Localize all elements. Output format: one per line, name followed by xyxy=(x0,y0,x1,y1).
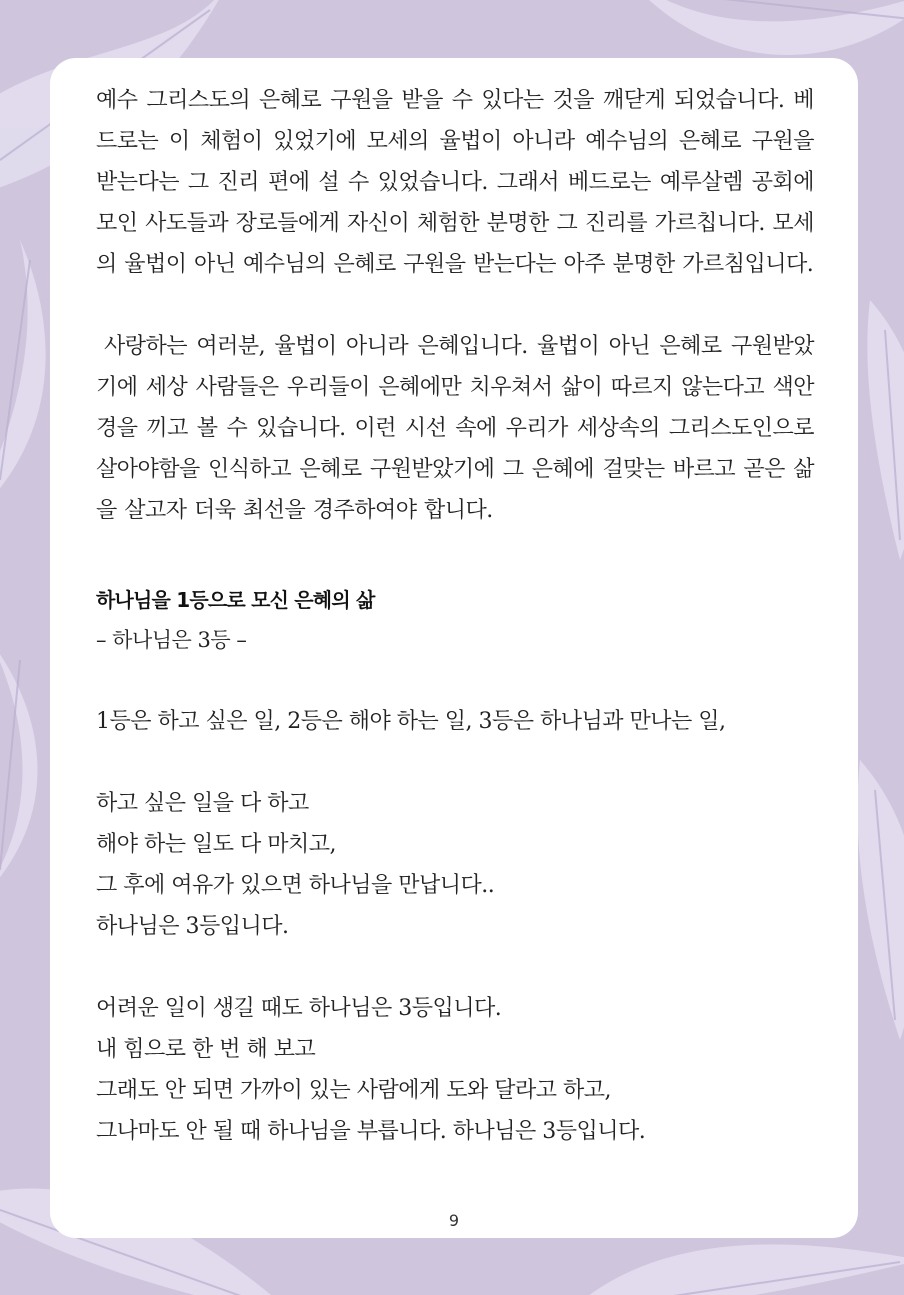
page-number: 9 xyxy=(448,1211,460,1230)
stanza-1-line: 하나님은 3등입니다. xyxy=(96,914,289,939)
body-paragraph-2: 사랑하는 여러분, 율법이 아니라 은혜입니다. 율법이 아닌 은혜로 구원받았기에 세상 사람들은 우리들이 은혜에만 치우쳐서 삶이 따르지 않는다고 색안경을 끼고 볼 수 있습니다. 이런 시선 속에 우리가 세상속의 그리스도인으로 살아야함을 인식하고 은혜로 구원받았기에 그 은혜에 걸맞는 바르고 곧은 삶을 살고자 더욱 최선을 경주하여야 합니다. xyxy=(96,334,814,523)
paragraph-gap xyxy=(96,742,814,783)
rank-line: 1등은 하고 싶은 일, 2등은 해야 하는 일, 3등은 하나님과 만나는 일, xyxy=(96,709,726,734)
stanza-1-line: 해야 하는 일도 다 마치고, xyxy=(96,832,336,857)
section-heading: 하나님을 1등으로 모신 은혜의 삶 xyxy=(96,588,375,612)
stanza-2-line: 그나마도 안 될 때 하나님을 부릅니다. 하나님은 3등입니다. xyxy=(96,1119,646,1144)
paragraph-gap xyxy=(96,947,814,988)
paragraph-gap xyxy=(96,531,814,572)
stanza-1-line: 하고 싶은 일을 다 하고 xyxy=(96,791,309,816)
paragraph-gap xyxy=(96,660,814,701)
stanza-1-line: 그 후에 여유가 있으면 하나님을 만납니다.. xyxy=(96,873,495,898)
paragraph-gap xyxy=(96,285,814,326)
stanza-2-line: 내 힘으로 한 번 해 보고 xyxy=(96,1037,316,1062)
stanza-2-line: 그래도 안 되면 가까이 있는 사람에게 도와 달라고 하고, xyxy=(96,1078,611,1103)
document-page xyxy=(50,58,858,1238)
section-subtitle: – 하나님은 3등 – xyxy=(96,628,247,652)
body-paragraph-1: 예수 그리스도의 은혜로 구원을 받을 수 있다는 것을 깨닫게 되었습니다. 베드로는 이 체험이 있었기에 모세의 율법이 아니라 예수님의 은혜로 구원을 받는다는 그 진리 편에 설 수 있었습니다. 그래서 베드로는 예루살렘 공회에 모인 사도들과 장로들에게 자신이 체험한 분명한 그 진리를 가르칩니다. 모세의 율법이 아닌 예수님의 은혜로 구원을 받는다는 아주 분명한 가르침입니다. xyxy=(96,88,814,277)
stanza-2-line: 어려운 일이 생길 때도 하나님은 3등입니다. xyxy=(96,996,502,1021)
